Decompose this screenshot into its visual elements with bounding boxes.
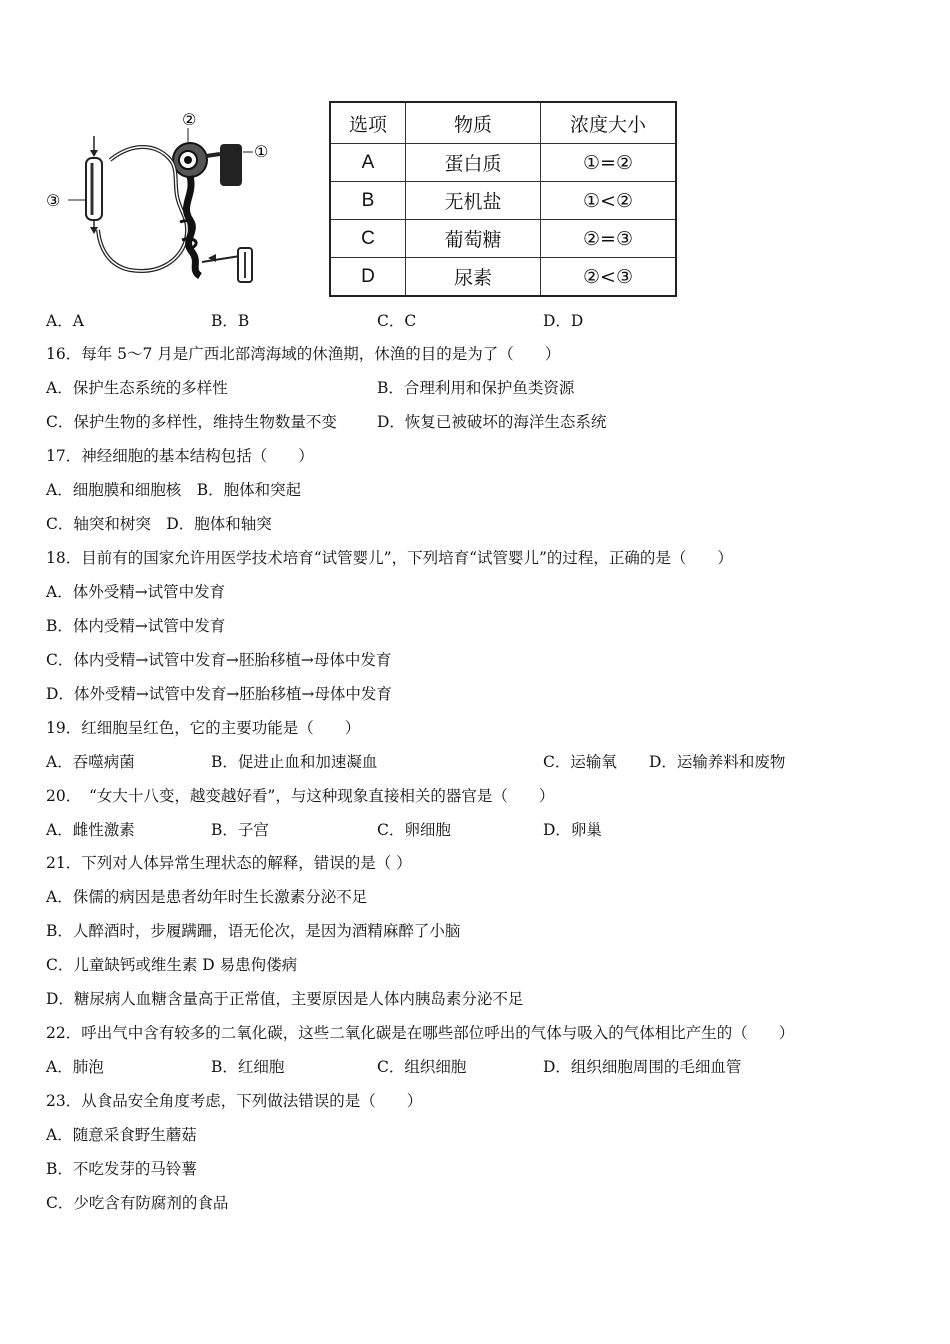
q22-stem: 22．呼出气中含有较多的二氧化碳，这些二氧化碳是在哪些部位呼出的气体与吸入的气体相比产生的（ ） <box>46 1024 795 1042</box>
cell-concentration: ②<③ <box>541 258 677 297</box>
q22-option-b: B．红细胞 <box>211 1058 285 1076</box>
cell-substance: 尿素 <box>406 258 541 297</box>
q17-options-ab: A．细胞膜和细胞核 B．胞体和突起 <box>46 481 302 499</box>
cell-substance: 葡萄糖 <box>406 220 541 258</box>
header-concentration: 浓度大小 <box>541 102 677 144</box>
table-row <box>330 144 676 182</box>
collecting-tube <box>86 158 102 220</box>
q21-option-b: B．人醉酒时，步履蹒跚，语无伦次，是因为酒精麻醉了小脑 <box>46 922 461 940</box>
q20-option-d: D．卵巢 <box>543 821 602 839</box>
cell-option: D <box>330 258 406 297</box>
q16-option-a: A．保护生态系统的多样性 <box>46 379 228 397</box>
blood-vessel <box>220 144 242 186</box>
q15-option-d: D．D <box>543 312 584 330</box>
q18-option-a: A．体外受精→试管中发育 <box>46 583 226 601</box>
cell-option: B <box>330 182 406 220</box>
q19-option-d: D．运输养料和废物 <box>649 753 786 771</box>
q23-option-a: A．随意采食野生蘑菇 <box>46 1126 197 1144</box>
q15-option-a: A．A <box>46 312 84 330</box>
q23-option-c: C．少吃含有防腐剂的食品 <box>46 1194 229 1212</box>
q16-stem: 16．每年 5～7 月是广西北部湾海域的休渔期，休渔的目的是为了（ ） <box>46 345 561 363</box>
q19-option-b: B．促进止血和加速凝血 <box>211 753 378 771</box>
table-row <box>330 220 676 258</box>
q17-stem: 17．神经细胞的基本结构包括（ ） <box>46 447 314 465</box>
table-header-row <box>330 102 676 144</box>
label-2: ② <box>182 110 197 129</box>
q20-stem: 20． “女大十八变，越变越好看”，与这种现象直接相关的器官是（ ） <box>46 787 555 805</box>
q21-option-a: A．侏儒的病因是患者幼年时生长激素分泌不足 <box>46 888 368 906</box>
q19-stem: 19．红细胞呈红色，它的主要功能是（ ） <box>46 719 361 737</box>
cell-substance: 无机盐 <box>406 182 541 220</box>
label-3: ③ <box>46 191 61 210</box>
q21-stem: 21．下列对人体异常生理状态的解释，错误的是（ ） <box>46 854 412 872</box>
q19-option-a: A．吞噬病菌 <box>46 753 135 771</box>
q18-stem: 18．目前有的国家允许用医学技术培育“试管婴儿”，下列培育“试管婴儿”的过程，正确的是（ ） <box>46 549 733 567</box>
cell-concentration: ①=② <box>541 144 677 182</box>
q15-option-c: C．C <box>377 312 417 330</box>
header-option: 选项 <box>330 102 406 144</box>
q20-option-c: C．卵细胞 <box>377 821 451 839</box>
q22-option-c: C．组织细胞 <box>377 1058 467 1076</box>
q23-stem: 23．从食品安全角度考虑，下列做法错误的是（ ） <box>46 1092 423 1110</box>
label-1: ① <box>254 142 269 161</box>
q18-option-d: D．体外受精→试管中发育→胚胎移植→母体中发育 <box>46 685 392 703</box>
table-row <box>330 258 676 297</box>
q21-option-d: D．糖尿病人血糖含量高于正常值，主要原因是人体内胰岛素分泌不足 <box>46 990 524 1008</box>
cell-concentration: ①<② <box>541 182 677 220</box>
cell-concentration: ②=③ <box>541 220 677 258</box>
q22-option-a: A．肺泡 <box>46 1058 104 1076</box>
q16-option-d: D．恢复已被破坏的海洋生态系统 <box>377 413 607 431</box>
nephron-diagram <box>40 100 280 300</box>
q21-option-c: C．儿童缺钙或维生素 D 易患佝偻病 <box>46 956 298 974</box>
q20-option-b: B．子宫 <box>211 821 269 839</box>
header-substance: 物质 <box>406 102 541 144</box>
q16-option-b: B．合理利用和保护鱼类资源 <box>377 379 575 397</box>
q15-option-b: B．B <box>211 312 250 330</box>
q20-option-a: A．雌性激素 <box>46 821 135 839</box>
cell-option: C <box>330 220 406 258</box>
q17-options-cd: C．轴突和树突 D．胞体和轴突 <box>46 515 272 533</box>
cell-substance: 蛋白质 <box>406 144 541 182</box>
q22-option-d: D．组织细胞周围的毛细血管 <box>543 1058 742 1076</box>
q18-option-c: C．体内受精→试管中发育→胚胎移植→母体中发育 <box>46 651 392 669</box>
concentration-table <box>329 101 677 297</box>
table-row <box>330 182 676 220</box>
cell-option: A <box>330 144 406 182</box>
q16-option-c: C．保护生物的多样性，维持生物数量不变 <box>46 413 337 431</box>
q19-option-c: C．运输氧 <box>543 753 617 771</box>
q23-option-b: B．不吃发芽的马铃薯 <box>46 1160 197 1178</box>
q18-option-b: B．体内受精→试管中发育 <box>46 617 226 635</box>
